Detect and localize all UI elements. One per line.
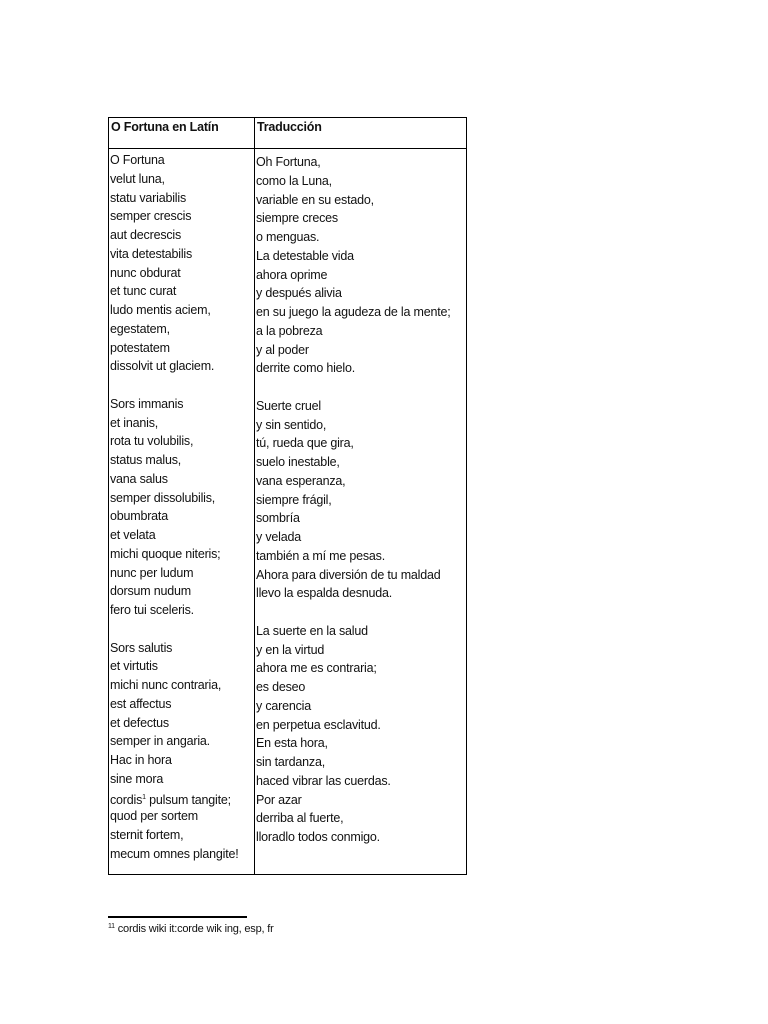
latin-line: dorsum nudum xyxy=(110,584,191,599)
stanza-gap xyxy=(110,376,239,395)
stanza-gap xyxy=(256,378,451,397)
translation-line: En esta hora, xyxy=(256,736,328,751)
translation-line: y sin sentido, xyxy=(256,417,327,432)
translation-line: en perpetua esclavitud. xyxy=(256,717,381,732)
latin-column xyxy=(110,151,239,864)
header-latin: O Fortuna en Latín xyxy=(111,120,219,134)
latin-line: sine mora xyxy=(110,771,164,786)
latin-line: et inanis, xyxy=(110,415,159,430)
translation-line: vana esperanza, xyxy=(256,473,346,488)
latin-line: potestatem xyxy=(110,340,170,355)
latin-line: velut luna, xyxy=(110,171,165,186)
translation-line: y carencia xyxy=(256,698,311,713)
translation-line: sombría xyxy=(256,511,300,526)
footnote-marker: 11 xyxy=(108,923,115,930)
translation-line: Suerte cruel xyxy=(256,398,321,413)
latin-line: aut decrescis xyxy=(110,228,182,242)
latin-line: vita detestabilis xyxy=(110,246,193,261)
latin-line: et virtutis xyxy=(110,659,158,674)
latin-line: nunc obdurat xyxy=(110,265,181,280)
latin-line: ludo mentis aciem, xyxy=(110,303,211,317)
latin-line: cordis$^1$ pulsum tangite; xyxy=(110,792,231,807)
latin-line: et velata xyxy=(110,528,156,542)
translation-line: como la Luna, xyxy=(256,173,332,188)
translation-line: La detestable vida xyxy=(256,248,354,263)
latin-line: Hac in hora xyxy=(110,753,172,767)
translation-line: haced vibrar las cuerdas. xyxy=(256,773,391,788)
translation-line: es deseo xyxy=(256,680,306,694)
translation-line: ahora oprime xyxy=(256,267,328,282)
translation-line: y después alivia xyxy=(256,286,342,301)
latin-line: mecum omnes plangite! xyxy=(110,846,239,861)
translation-line: Oh Fortuna, xyxy=(256,155,321,169)
footnote-text: cordis wiki it:corde wik ing, esp, fr xyxy=(114,923,274,935)
footnote-ref[interactable]: 1 xyxy=(142,793,146,801)
latin-line: obumbrata xyxy=(110,509,168,524)
latin-line: semper dissolubilis, xyxy=(110,490,216,505)
latin-line: Sors salutis xyxy=(110,640,173,655)
latin-line: fero tui sceleris. xyxy=(110,603,194,617)
header-translation: Traducción xyxy=(257,120,322,134)
translation-line: lloradlo todos conmigo. xyxy=(256,830,380,844)
latin-line: sternit fortem, xyxy=(110,828,184,842)
translation-line: y al poder xyxy=(256,342,309,357)
translation-line: variable en su estado, xyxy=(256,192,374,207)
stanza-gap xyxy=(256,603,451,622)
translation-line: a la pobreza xyxy=(256,323,323,338)
translation-column xyxy=(256,153,451,847)
stanza-gap xyxy=(110,620,239,639)
translation-line: La suerte en la salud xyxy=(256,623,368,638)
translation-line: llevo la espalda desnuda. xyxy=(256,586,393,601)
header-divider xyxy=(109,148,466,149)
translation-line: tú, rueda que gira, xyxy=(256,436,354,451)
latin-line: et tunc curat xyxy=(110,284,177,299)
translation-line: o menguas. xyxy=(256,230,320,244)
translation-line: suelo inestable, xyxy=(256,455,340,469)
translation-line: también a mí me pesas. xyxy=(256,548,385,563)
translation-line: y velada xyxy=(256,530,301,544)
translation-line: derrite como hielo. xyxy=(256,361,356,376)
translation-line: siempre frágil, xyxy=(256,492,332,507)
translation-line: Por azar xyxy=(256,792,302,807)
footnote xyxy=(108,923,274,935)
latin-line: semper in angaria. xyxy=(110,734,210,749)
translation-line: siempre creces xyxy=(256,211,338,226)
footnote-rule xyxy=(108,916,247,918)
lyrics-table xyxy=(108,117,467,875)
latin-line: et defectus xyxy=(110,715,169,730)
latin-line: Sors immanis xyxy=(110,396,184,411)
latin-line: dissolvit ut glaciem. xyxy=(110,359,215,374)
translation-line: derriba al fuerte, xyxy=(256,811,344,826)
latin-line: statu variabilis xyxy=(110,190,186,205)
translation-line: Ahora para diversión de tu maldad xyxy=(256,567,441,582)
latin-line: status malus, xyxy=(110,453,182,467)
latin-line: nunc per ludum xyxy=(110,565,194,580)
latin-line: O Fortuna xyxy=(110,153,165,167)
latin-line: michi quoque niteris; xyxy=(110,546,221,561)
translation-line: y en la virtud xyxy=(256,642,325,657)
latin-line: vana salus xyxy=(110,471,168,486)
latin-line: michi nunc contraria, xyxy=(110,678,222,692)
translation-line: sin tardanza, xyxy=(256,755,325,769)
latin-line: est affectus xyxy=(110,696,172,711)
latin-line: quod per sortem xyxy=(110,809,199,824)
latin-line: rota tu volubilis, xyxy=(110,434,194,449)
latin-line: egestatem, xyxy=(110,321,170,336)
column-divider xyxy=(254,118,255,874)
translation-line: ahora me es contraria; xyxy=(256,661,377,676)
latin-line: semper crescis xyxy=(110,209,192,224)
translation-line: en su juego la agudeza de la mente; xyxy=(256,305,451,319)
